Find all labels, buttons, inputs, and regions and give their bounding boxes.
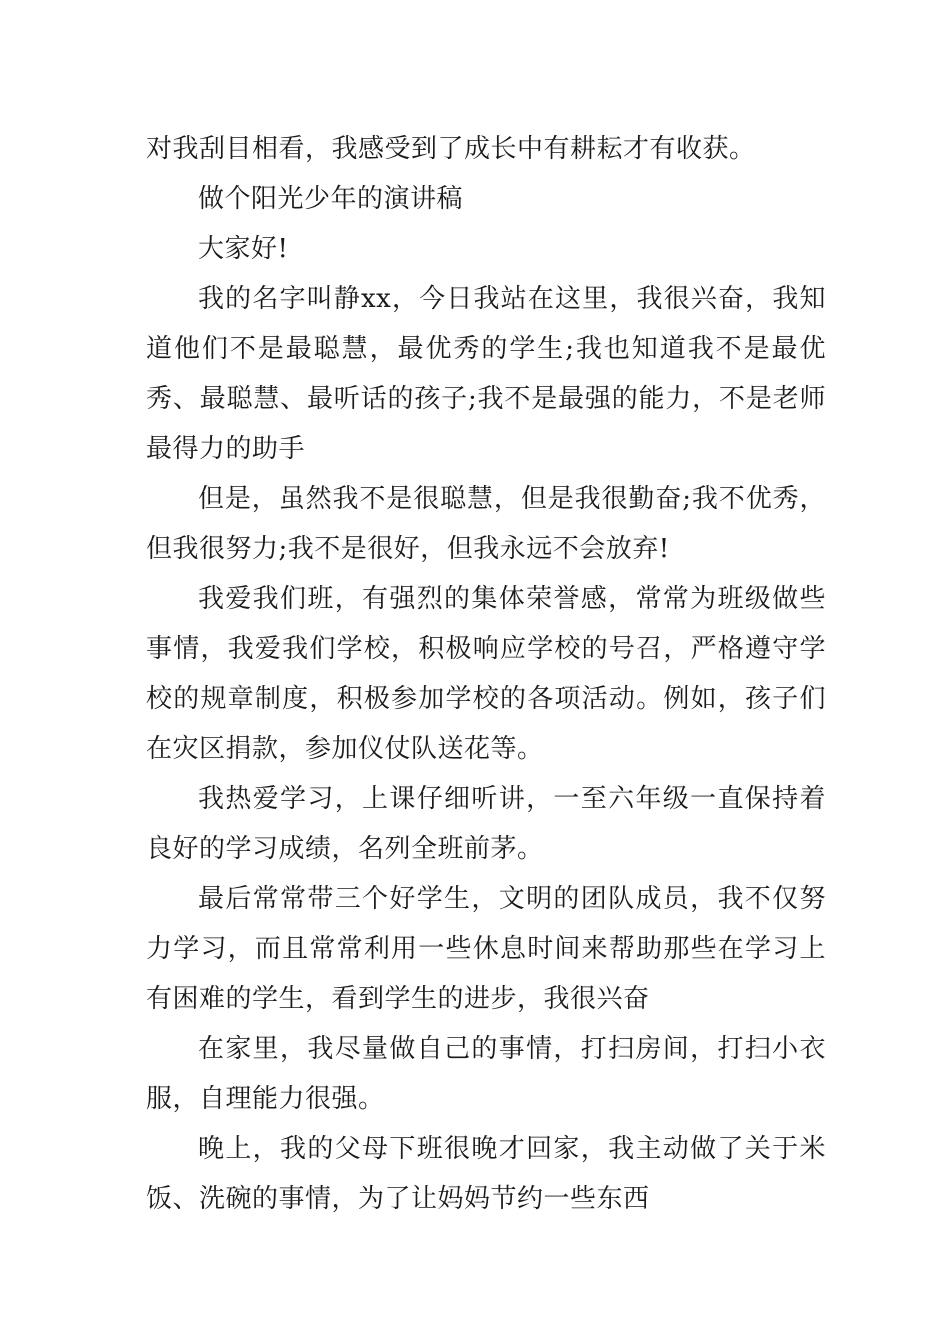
greeting: 大家好! — [198, 234, 289, 264]
paragraph: 但是，虽然我不是很聪慧，但是我很勤奋;我不优秀，但我很努力;我不是很好，但我永远不会放弃! — [146, 484, 826, 564]
document-body — [146, 124, 826, 1224]
paragraph: 我热爱学习，上课仔细听讲，一至六年级一直保持着良好的学习成绩，名列全班前茅。 — [146, 784, 826, 864]
paragraph: 在家里，我尽量做自己的事情，打扫房间，打扫小衣服，自理能力很强。 — [146, 1034, 826, 1114]
paragraph: 我爱我们班，有强烈的集体荣誉感，常常为班级做些事情，我爱我们学校，积极响应学校的号召，严格遵守学校的规章制度，积极参加学校的各项活动。例如，孩子们在灾区捐款，参加仪仗队送花等。 — [146, 584, 826, 764]
paragraph: 我的名字叫静xx，今日我站在这里，我很兴奋，我知道他们不是最聪慧，最优秀的学生;我也知道我不是最优秀、最聪慧、最听话的孩子;我不是最强的能力，不是老师最得力的助手 — [146, 284, 826, 464]
paragraph: 最后常常带三个好学生，文明的团队成员，我不仅努力学习，而且常常利用一些休息时间来帮助那些在学习上有困难的学生，看到学生的进步，我很兴奋 — [146, 884, 826, 1014]
speech-title: 做个阳光少年的演讲稿 — [198, 184, 464, 214]
paragraph: 对我刮目相看，我感受到了成长中有耕耘才有收获。 — [146, 134, 756, 164]
paragraph: 晚上，我的父母下班很晚才回家，我主动做了关于米饭、洗碗的事情，为了让妈妈节约一些东西 — [146, 1134, 826, 1214]
